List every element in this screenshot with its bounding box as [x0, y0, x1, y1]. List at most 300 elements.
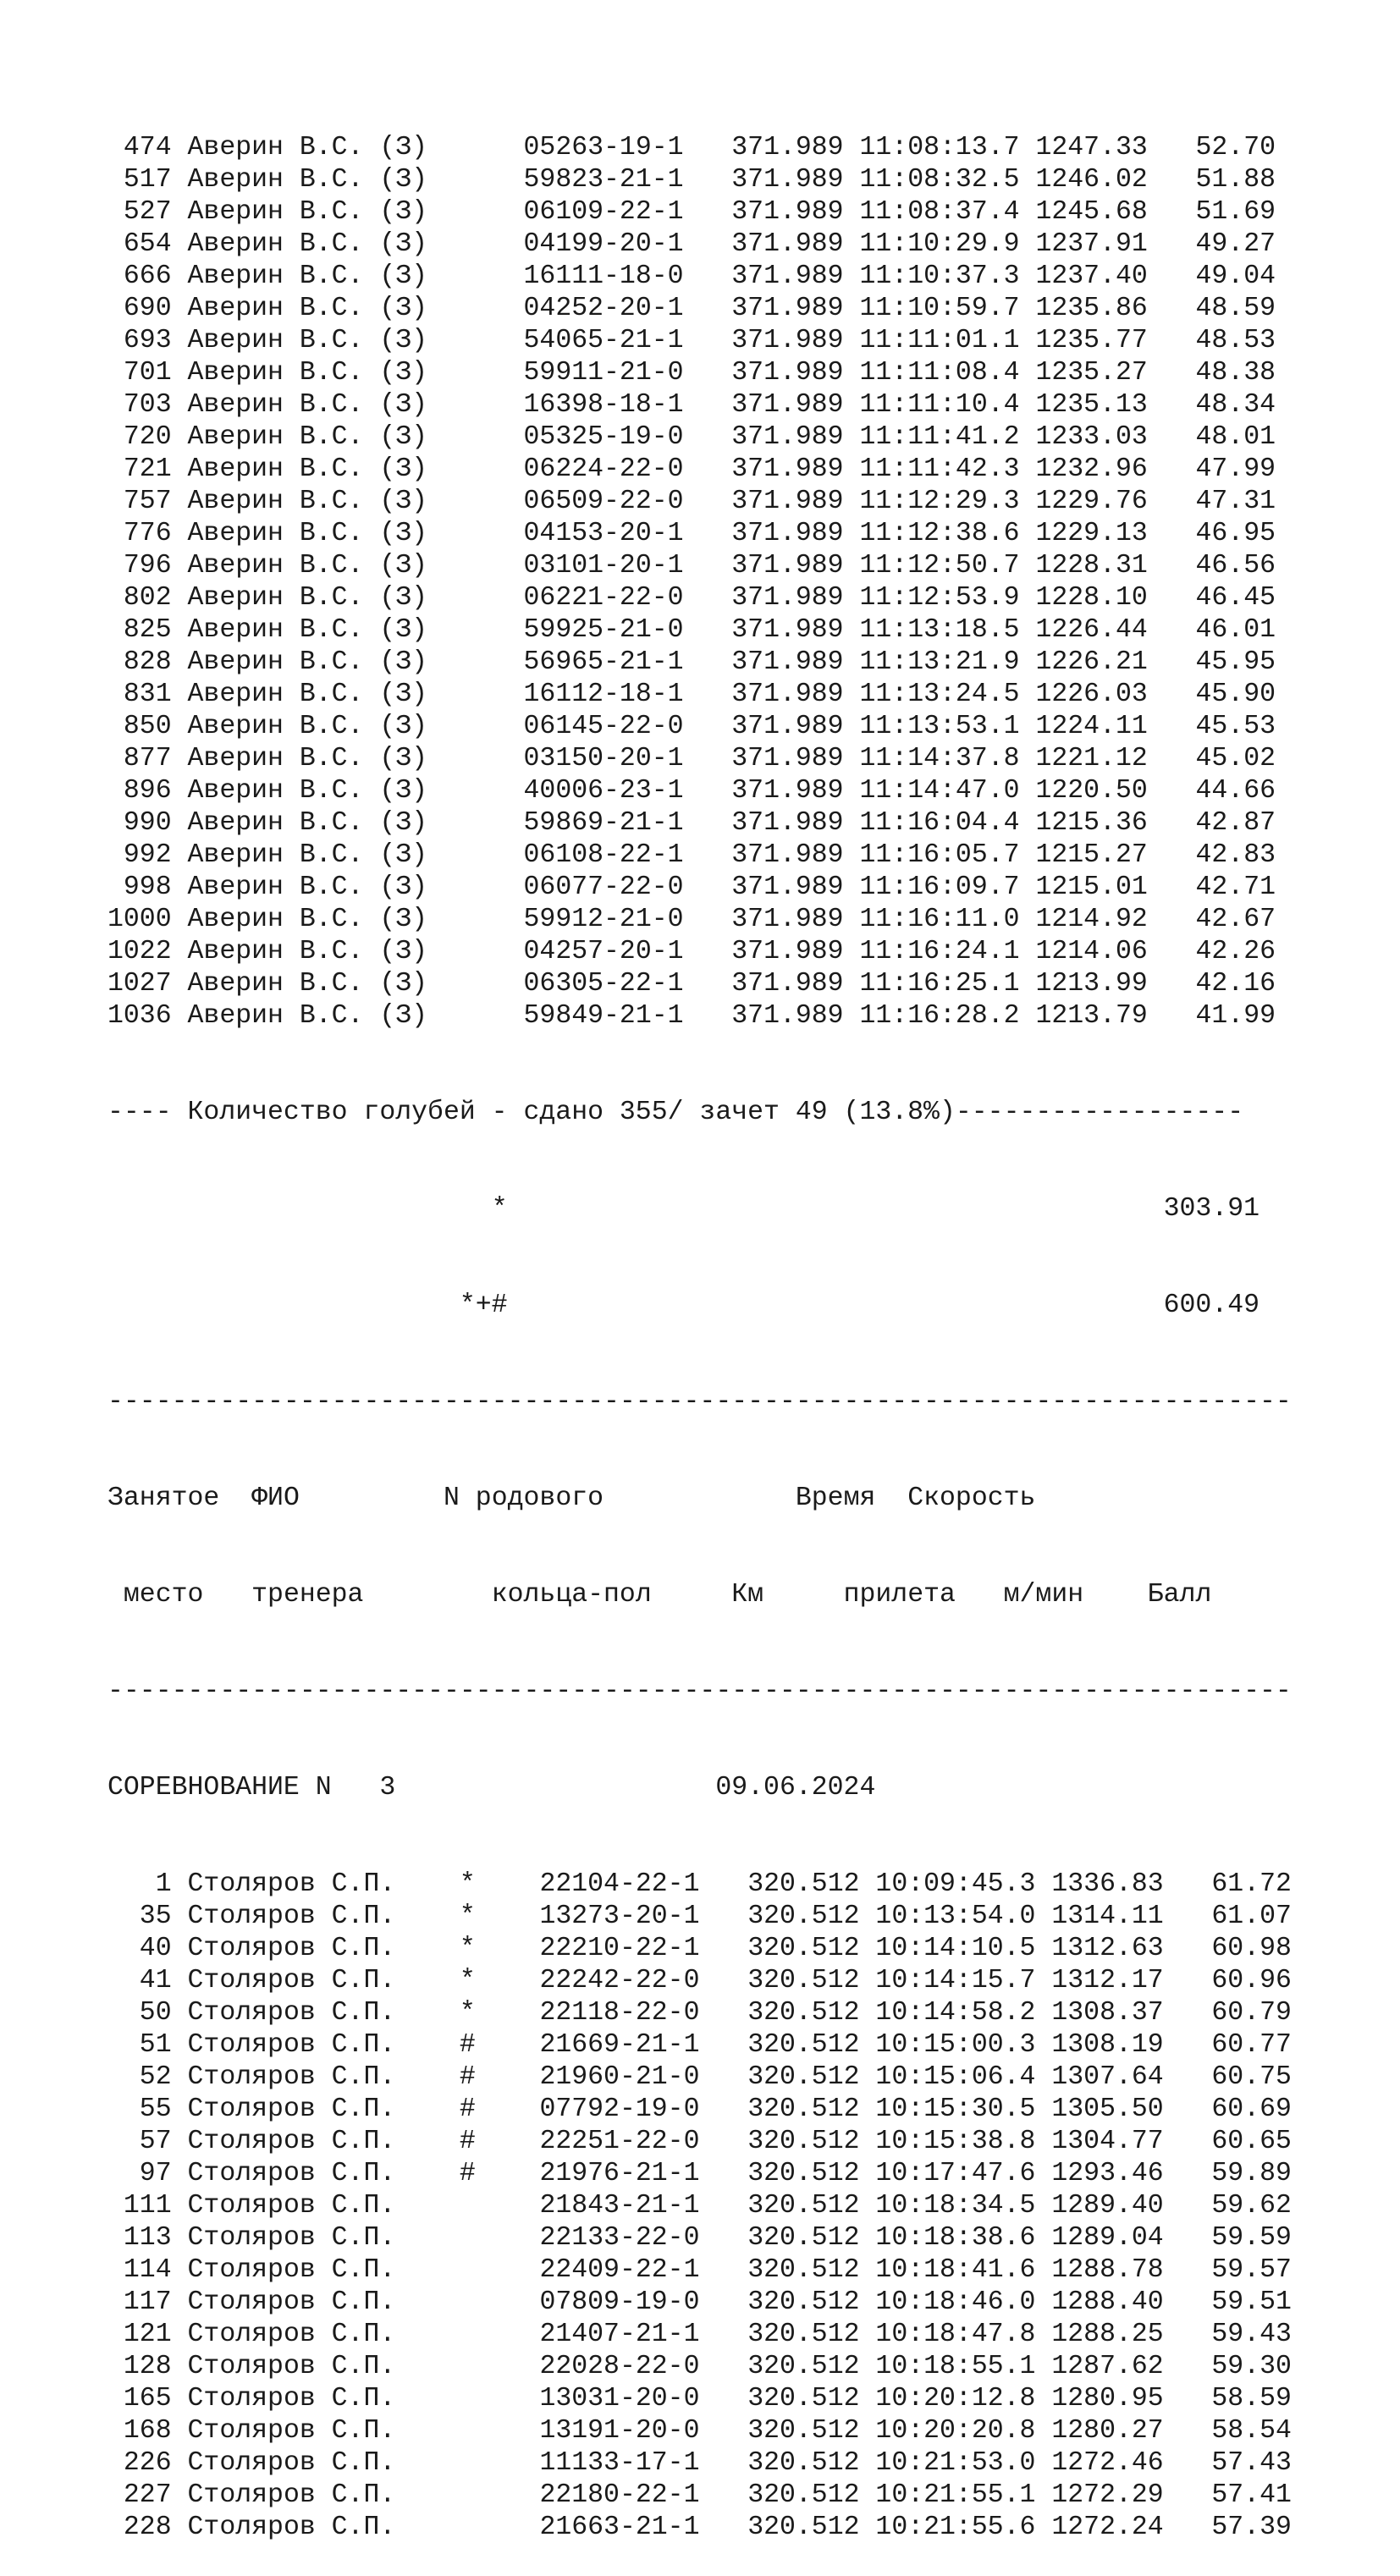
ring-number: 21663-21-1	[539, 2513, 700, 2542]
header-km: Км	[731, 1580, 764, 1610]
place: 654	[107, 229, 172, 259]
speed: 1312.17	[1051, 1966, 1164, 1995]
trainer-name: Аверин В.С.	[187, 808, 364, 838]
trainer-name: Аверин В.С.	[187, 519, 364, 548]
trainer-name: Столяров С.П.	[187, 2159, 396, 2188]
ring-number: 22180-22-1	[539, 2480, 700, 2510]
arrival-time: 10:18:41.6	[875, 2255, 1036, 2285]
arrival-time: 11:10:37.3	[859, 261, 1020, 291]
place: 517	[107, 165, 172, 195]
speed: 1215.27	[1035, 840, 1148, 870]
score: 47.31	[1195, 487, 1276, 516]
speed: 1289.04	[1051, 2223, 1164, 2253]
speed: 1220.50	[1035, 776, 1148, 806]
trainer-name: Аверин В.С.	[187, 680, 364, 709]
team-mark: (З)	[379, 583, 428, 613]
arrival-time: 11:08:37.4	[859, 197, 1020, 227]
score: 61.72	[1211, 1869, 1292, 1899]
divider-bottom: --------------------------------------------------------------------------	[107, 1676, 1292, 1706]
trainer-name: Столяров С.П.	[187, 1902, 396, 1931]
ranking-mark	[460, 2384, 476, 2414]
table-row	[107, 872, 1292, 904]
distance-km: 320.512	[747, 1998, 860, 2028]
trainer-name: Аверин В.С.	[187, 294, 364, 323]
trainer-name: Столяров С.П.	[187, 2094, 396, 2124]
table-row	[107, 743, 1292, 775]
ring-number: 03101-20-1	[523, 551, 684, 581]
place: 117	[107, 2287, 172, 2317]
speed: 1293.46	[1051, 2159, 1164, 2188]
speed: 1228.31	[1035, 551, 1148, 581]
ranking-mark	[460, 2320, 476, 2349]
total-star-hash-label: *+#	[459, 1291, 508, 1320]
distance-km: 371.989	[731, 326, 844, 355]
distance-km: 371.989	[731, 905, 844, 934]
ring-number: 06509-22-0	[523, 487, 684, 516]
speed: 1215.36	[1035, 808, 1148, 838]
trainer-name: Столяров С.П.	[187, 2320, 396, 2349]
trainer-name: Столяров С.П.	[187, 2255, 396, 2285]
place: 776	[107, 519, 172, 548]
arrival-time: 11:13:24.5	[859, 680, 1020, 709]
arrival-time: 11:10:59.7	[859, 294, 1020, 323]
header-ring: N родового	[444, 1483, 604, 1513]
ring-number: 22251-22-0	[539, 2127, 700, 2156]
table-row	[107, 582, 1292, 614]
trainer-name: Аверин В.С.	[187, 133, 364, 162]
ring-number: 16111-18-0	[523, 261, 684, 291]
arrival-time: 11:12:29.3	[859, 487, 1020, 516]
trainer-name: Аверин В.С.	[187, 551, 364, 581]
team-mark: (З)	[379, 647, 428, 677]
distance-km: 371.989	[731, 680, 844, 709]
place: 1022	[107, 937, 172, 966]
ranking-mark	[460, 2416, 476, 2446]
place: 992	[107, 840, 172, 870]
place: 165	[107, 2384, 172, 2414]
ranking-mark	[460, 2513, 476, 2542]
team-mark: (З)	[379, 615, 428, 645]
arrival-time: 10:15:00.3	[875, 2030, 1036, 2060]
speed: 1226.03	[1035, 680, 1148, 709]
distance-km: 371.989	[731, 551, 844, 581]
speed: 1308.19	[1051, 2030, 1164, 2060]
arrival-time: 11:11:08.4	[859, 358, 1020, 388]
ring-number: 16112-18-1	[523, 680, 684, 709]
distance-km: 371.989	[731, 647, 844, 677]
arrival-time: 11:12:38.6	[859, 519, 1020, 548]
ranking-mark	[460, 2448, 476, 2478]
place: 40	[107, 1934, 172, 1963]
score: 51.88	[1195, 165, 1276, 195]
table-row	[107, 839, 1292, 872]
score: 52.70	[1195, 133, 1276, 162]
trainer-name: Столяров С.П.	[187, 1998, 396, 2028]
team-mark: (З)	[379, 197, 428, 227]
header-name-2: тренера	[251, 1580, 364, 1610]
team-mark: (З)	[379, 680, 428, 709]
speed: 1289.40	[1051, 2191, 1164, 2221]
distance-km: 320.512	[747, 2191, 860, 2221]
score: 47.99	[1195, 454, 1276, 484]
arrival-time: 10:18:38.6	[875, 2223, 1036, 2253]
score: 59.89	[1211, 2159, 1292, 2188]
table-row	[107, 164, 1292, 196]
ring-number: 22210-22-1	[539, 1934, 700, 1963]
distance-km: 320.512	[747, 2480, 860, 2510]
table-row	[107, 518, 1292, 550]
trainer-name: Аверин В.С.	[187, 905, 364, 934]
table-row	[107, 421, 1292, 454]
table-row	[107, 357, 1292, 389]
total-star-label: *	[491, 1194, 508, 1224]
place: 1	[107, 1869, 172, 1899]
ring-number: 56965-21-1	[523, 647, 684, 677]
speed: 1215.01	[1035, 872, 1148, 902]
section-1-rows	[107, 132, 1292, 1032]
team-mark: (З)	[379, 358, 428, 388]
speed: 1235.86	[1035, 294, 1148, 323]
table-row	[107, 614, 1292, 647]
speed: 1228.10	[1035, 583, 1148, 613]
distance-km: 320.512	[747, 2255, 860, 2285]
ring-number: 21960-21-0	[539, 2062, 700, 2092]
table-row	[107, 2158, 1292, 2190]
arrival-time: 10:21:55.1	[875, 2480, 1036, 2510]
ring-number: 13031-20-0	[539, 2384, 700, 2414]
table-header-row-2	[107, 1579, 1292, 1611]
team-mark: (З)	[379, 969, 428, 999]
score: 60.79	[1211, 1998, 1292, 2028]
speed: 1226.44	[1035, 615, 1148, 645]
score: 60.77	[1211, 2030, 1292, 2060]
ring-number: 21669-21-1	[539, 2030, 700, 2060]
score: 57.41	[1211, 2480, 1292, 2510]
table-row	[107, 807, 1292, 839]
place: 111	[107, 2191, 172, 2221]
ring-number: 22028-22-0	[539, 2352, 700, 2381]
trainer-name: Столяров С.П.	[187, 2384, 396, 2414]
ring-number: 40006-23-1	[523, 776, 684, 806]
place: 128	[107, 2352, 172, 2381]
trainer-name: Аверин В.С.	[187, 197, 364, 227]
arrival-time: 11:16:04.4	[859, 808, 1020, 838]
ring-number: 21843-21-1	[539, 2191, 700, 2221]
table-row	[107, 2447, 1292, 2480]
team-mark: (З)	[379, 390, 428, 420]
table-row	[107, 261, 1292, 293]
table-row	[107, 2351, 1292, 2383]
trainer-name: Аверин В.С.	[187, 165, 364, 195]
speed: 1280.27	[1051, 2416, 1164, 2446]
table-row	[107, 1933, 1292, 1965]
place: 97	[107, 2159, 172, 2188]
trainer-name: Столяров С.П.	[187, 2062, 396, 2092]
place: 474	[107, 133, 172, 162]
table-row	[107, 228, 1292, 261]
ring-number: 59869-21-1	[523, 808, 684, 838]
score: 60.96	[1211, 1966, 1292, 1995]
distance-km: 320.512	[747, 2416, 860, 2446]
trainer-name: Столяров С.П.	[187, 1869, 396, 1899]
score: 59.51	[1211, 2287, 1292, 2317]
speed: 1272.29	[1051, 2480, 1164, 2510]
table-header-row-1	[107, 1483, 1292, 1515]
arrival-time: 11:13:53.1	[859, 712, 1020, 741]
speed: 1237.40	[1035, 261, 1148, 291]
score: 41.99	[1195, 1001, 1276, 1031]
arrival-time: 10:14:58.2	[875, 1998, 1036, 2028]
ring-number: 06305-22-1	[523, 969, 684, 999]
place: 666	[107, 261, 172, 291]
score: 59.43	[1211, 2320, 1292, 2349]
place: 831	[107, 680, 172, 709]
speed: 1312.63	[1051, 1934, 1164, 1963]
distance-km: 371.989	[731, 422, 844, 452]
team-mark: (З)	[379, 872, 428, 902]
speed: 1314.11	[1051, 1902, 1164, 1931]
ring-number: 59911-21-0	[523, 358, 684, 388]
arrival-time: 10:15:38.8	[875, 2127, 1036, 2156]
ranking-mark	[460, 2191, 476, 2221]
distance-km: 371.989	[731, 969, 844, 999]
place: 41	[107, 1966, 172, 1995]
score: 46.01	[1195, 615, 1276, 645]
score: 42.16	[1195, 969, 1276, 999]
trainer-name: Аверин В.С.	[187, 229, 364, 259]
ring-number: 03150-20-1	[523, 744, 684, 773]
distance-km: 371.989	[731, 133, 844, 162]
score: 59.57	[1211, 2255, 1292, 2285]
arrival-time: 11:11:42.3	[859, 454, 1020, 484]
ranking-mark: *	[459, 1966, 476, 1995]
score: 60.75	[1211, 2062, 1292, 2092]
table-row	[107, 775, 1292, 807]
team-mark: (З)	[379, 744, 428, 773]
score: 48.38	[1195, 358, 1276, 388]
divider-top: --------------------------------------------------------------------------	[107, 1387, 1292, 1417]
score: 42.71	[1195, 872, 1276, 902]
ring-number: 16398-18-1	[523, 390, 684, 420]
arrival-time: 11:12:53.9	[859, 583, 1020, 613]
ring-number: 06145-22-0	[523, 712, 684, 741]
ranking-mark	[460, 2287, 476, 2317]
score: 45.90	[1195, 680, 1276, 709]
distance-km: 320.512	[747, 2094, 860, 2124]
distance-km: 371.989	[731, 165, 844, 195]
arrival-time: 10:20:20.8	[875, 2416, 1036, 2446]
place: 35	[107, 1902, 172, 1931]
header-speed: Скорость	[907, 1483, 1036, 1513]
table-row	[107, 2190, 1292, 2222]
table-row	[107, 711, 1292, 743]
table-row	[107, 1965, 1292, 1997]
arrival-time: 10:18:46.0	[875, 2287, 1036, 2317]
arrival-time: 11:16:09.7	[859, 872, 1020, 902]
ring-number: 22104-22-1	[539, 1869, 700, 1899]
table-row	[107, 1869, 1292, 1901]
arrival-time: 11:11:01.1	[859, 326, 1020, 355]
speed: 1280.95	[1051, 2384, 1164, 2414]
score: 60.98	[1211, 1934, 1292, 1963]
ranking-mark: #	[459, 2127, 476, 2156]
trainer-name: Столяров С.П.	[187, 2287, 396, 2317]
total-star-hash-value: 600.49	[1163, 1291, 1260, 1320]
arrival-time: 10:14:15.7	[875, 1966, 1036, 1995]
place: 57	[107, 2127, 172, 2156]
arrival-time: 11:16:24.1	[859, 937, 1020, 966]
trainer-name: Аверин В.С.	[187, 840, 364, 870]
trainer-name: Аверин В.С.	[187, 744, 364, 773]
table-row	[107, 2319, 1292, 2351]
speed: 1272.46	[1051, 2448, 1164, 2478]
score: 48.59	[1195, 294, 1276, 323]
team-mark: (З)	[379, 229, 428, 259]
speed: 1214.06	[1035, 937, 1148, 966]
table-row	[107, 196, 1292, 228]
team-mark: (З)	[379, 165, 428, 195]
table-row	[107, 2061, 1292, 2094]
speed: 1272.24	[1051, 2513, 1164, 2542]
place: 701	[107, 358, 172, 388]
ring-number: 06077-22-0	[523, 872, 684, 902]
arrival-time: 11:14:47.0	[859, 776, 1020, 806]
place: 850	[107, 712, 172, 741]
header-place-2: место	[123, 1580, 204, 1610]
trainer-name: Столяров С.П.	[187, 2513, 396, 2542]
place: 825	[107, 615, 172, 645]
arrival-time: 10:18:47.8	[875, 2320, 1036, 2349]
distance-km: 320.512	[747, 2513, 860, 2542]
place: 51	[107, 2030, 172, 2060]
ring-number: 06224-22-0	[523, 454, 684, 484]
arrival-time: 10:15:06.4	[875, 2062, 1036, 2092]
place: 720	[107, 422, 172, 452]
score: 59.59	[1211, 2223, 1292, 2253]
arrival-time: 11:16:05.7	[859, 840, 1020, 870]
place: 1027	[107, 969, 172, 999]
place: 998	[107, 872, 172, 902]
arrival-time: 11:11:41.2	[859, 422, 1020, 452]
speed: 1304.77	[1051, 2127, 1164, 2156]
trainer-name: Столяров С.П.	[187, 2416, 396, 2446]
competition-title-line	[107, 1772, 1292, 1804]
score: 60.69	[1211, 2094, 1292, 2124]
distance-km: 371.989	[731, 808, 844, 838]
distance-km: 371.989	[731, 937, 844, 966]
ring-number: 21407-21-1	[539, 2320, 700, 2349]
team-mark: (З)	[379, 840, 428, 870]
ranking-mark	[460, 2352, 476, 2381]
trainer-name: Аверин В.С.	[187, 454, 364, 484]
summary-line: ---- Количество голубей - сдано 355/ зачет 49 (13.8%)------------------	[107, 1098, 1244, 1127]
score: 42.87	[1195, 808, 1276, 838]
trainer-name: Аверин В.С.	[187, 937, 364, 966]
ring-number: 59849-21-1	[523, 1001, 684, 1031]
trainer-name: Аверин В.С.	[187, 358, 364, 388]
ring-number: 06221-22-0	[523, 583, 684, 613]
place: 113	[107, 2223, 172, 2253]
table-row	[107, 904, 1292, 936]
header-time-2: прилета	[843, 1580, 956, 1610]
distance-km: 320.512	[747, 2127, 860, 2156]
trainer-name: Аверин В.С.	[187, 422, 364, 452]
distance-km: 371.989	[731, 519, 844, 548]
ring-number: 22409-22-1	[539, 2255, 700, 2285]
place: 226	[107, 2448, 172, 2478]
ranking-mark	[460, 2223, 476, 2253]
table-row	[107, 2094, 1292, 2126]
trainer-name: Столяров С.П.	[187, 2191, 396, 2221]
speed: 1246.02	[1035, 165, 1148, 195]
ranking-mark: *	[459, 1902, 476, 1931]
distance-km: 320.512	[747, 2352, 860, 2381]
trainer-name: Аверин В.С.	[187, 1001, 364, 1031]
speed: 1245.68	[1035, 197, 1148, 227]
score: 59.62	[1211, 2191, 1292, 2221]
competition-label: СОРЕВНОВАНИЕ N 3	[107, 1773, 396, 1803]
distance-km: 371.989	[731, 840, 844, 870]
trainer-name: Столяров С.П.	[187, 2030, 396, 2060]
arrival-time: 11:08:13.7	[859, 133, 1020, 162]
arrival-time: 11:11:10.4	[859, 390, 1020, 420]
header-ring-2: кольца-пол	[491, 1580, 652, 1610]
score: 45.02	[1195, 744, 1276, 773]
trainer-name: Столяров С.П.	[187, 2352, 396, 2381]
speed: 1288.40	[1051, 2287, 1164, 2317]
speed: 1229.13	[1035, 519, 1148, 548]
distance-km: 371.989	[731, 583, 844, 613]
place: 877	[107, 744, 172, 773]
distance-km: 371.989	[731, 615, 844, 645]
ring-number: 04153-20-1	[523, 519, 684, 548]
team-mark: (З)	[379, 422, 428, 452]
speed: 1213.99	[1035, 969, 1148, 999]
speed: 1336.83	[1051, 1869, 1164, 1899]
competition-date: 09.06.2024	[715, 1773, 876, 1803]
arrival-time: 11:13:21.9	[859, 647, 1020, 677]
speed: 1308.37	[1051, 1998, 1164, 2028]
distance-km: 320.512	[747, 2159, 860, 2188]
distance-km: 320.512	[747, 2030, 860, 2060]
place: 227	[107, 2480, 172, 2510]
distance-km: 320.512	[747, 1966, 860, 1995]
speed: 1224.11	[1035, 712, 1148, 741]
team-mark: (З)	[379, 712, 428, 741]
results-printout	[107, 68, 1292, 2576]
header-time: Время	[795, 1483, 876, 1513]
place: 721	[107, 454, 172, 484]
ranking-mark	[460, 2480, 476, 2510]
trainer-name: Столяров С.П.	[187, 2223, 396, 2253]
speed: 1288.25	[1051, 2320, 1164, 2349]
arrival-time: 11:10:29.9	[859, 229, 1020, 259]
table-row	[107, 293, 1292, 325]
score: 46.45	[1195, 583, 1276, 613]
table-row	[107, 1901, 1292, 1933]
speed: 1247.33	[1035, 133, 1148, 162]
trainer-name: Аверин В.С.	[187, 261, 364, 291]
score: 57.39	[1211, 2513, 1292, 2542]
table-row	[107, 936, 1292, 968]
ring-number: 22118-22-0	[539, 1998, 700, 2028]
trainer-name: Столяров С.П.	[187, 2448, 396, 2478]
arrival-time: 10:20:12.8	[875, 2384, 1036, 2414]
table-row	[107, 389, 1292, 421]
ranking-mark: *	[459, 1869, 476, 1899]
arrival-time: 11:16:11.0	[859, 905, 1020, 934]
team-mark: (З)	[379, 808, 428, 838]
